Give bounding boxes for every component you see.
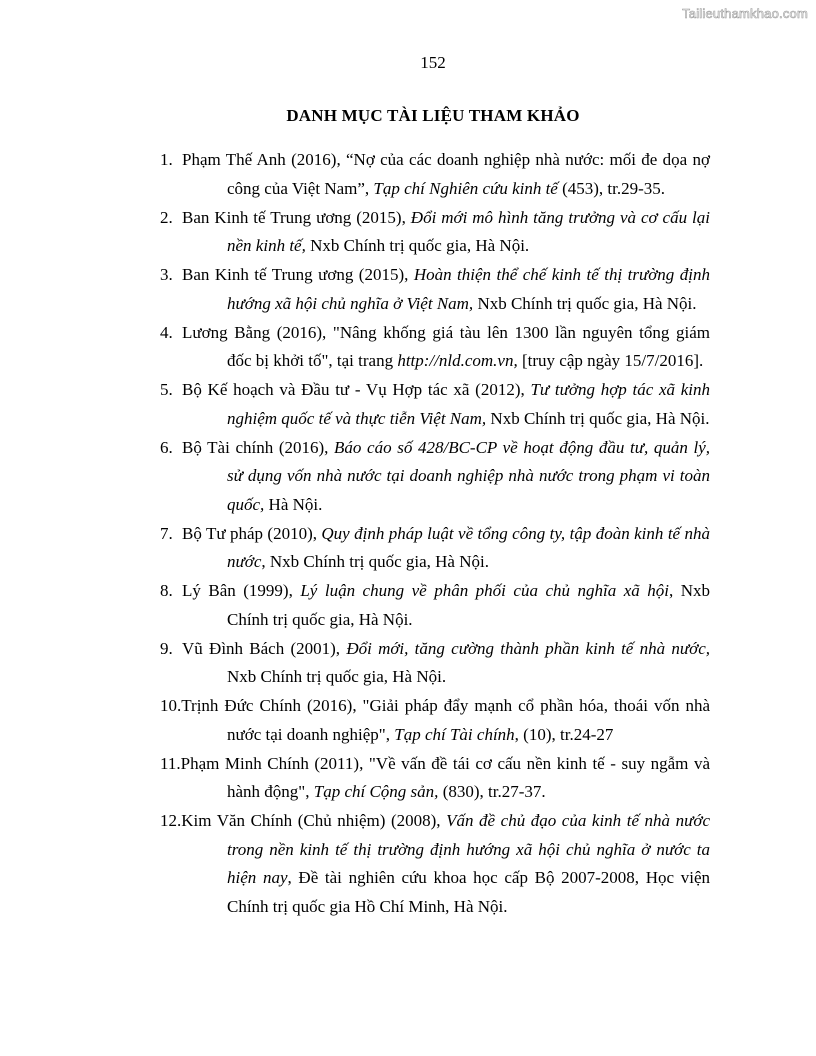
reference-item: [160, 635, 710, 692]
reference-number: 2.: [160, 207, 173, 227]
reference-details: , Nxb Chính trị quốc gia, Hà Nội.: [261, 552, 489, 571]
reference-source: Vấn đề chủ đạo của kinh tế nhà nước trong nền kinh tế thị trường định hướng xã hội chủ nghĩa ở nước ta hiện nay: [227, 811, 710, 887]
reference-source: Quy định pháp luật về tổng công ty, tập đoàn kinh tế nhà nước: [227, 523, 710, 571]
reference-item: [160, 204, 710, 261]
reference-number: 10.: [160, 696, 182, 715]
reference-text: Bộ Kế hoạch và Đầu tư - Vụ Hợp tác xã (2012),: [182, 380, 531, 399]
reference-item: [160, 376, 710, 433]
reference-number: 5.: [160, 380, 173, 399]
reference-source: Báo cáo số 428/BC-CP về hoạt động đầu tư, quản lý, sử dụng vốn nhà nước tại doanh nghiệp nhà nước trong phạm vi toàn quốc,: [227, 437, 710, 514]
reference-details: Nxb Chính trị quốc gia, Hà Nội.: [486, 408, 710, 428]
reference-number: 6.: [160, 437, 173, 457]
reference-details: Nxb Chính trị quốc gia, Hà Nội.: [305, 236, 530, 255]
reference-details: (830), tr.27-37.: [438, 782, 546, 801]
reference-number: 4.: [160, 322, 173, 342]
reference-source: http://nld.com.vn,: [397, 351, 518, 370]
reference-text: Phạm Minh Chính (2011), "Về vấn đề tái cơ cấu nền kinh tế - suy ngẫm và hành động",: [180, 753, 710, 801]
reference-details: , (10), tr.24-27: [514, 724, 614, 744]
reference-item: [160, 577, 710, 634]
reference-item: [160, 261, 710, 318]
reference-details: Nxb Chính trị quốc gia, Hà Nội.: [227, 667, 447, 686]
reference-source: Tư tưởng hợp tác xã kinh nghiệm quốc tế và thực tiễn Việt Nam,: [227, 380, 710, 428]
page-number: 152: [420, 53, 446, 72]
reference-item: [160, 807, 710, 921]
reference-number: 1.: [160, 150, 173, 169]
reference-source: Lý luận chung về phân phối của chủ nghĩa xã hội: [300, 581, 669, 600]
reference-source: Tạp chí Tài chính: [394, 724, 515, 744]
reference-number: 9.: [160, 638, 173, 658]
reference-item: [160, 434, 710, 520]
reference-number: 3.: [160, 265, 173, 284]
reference-number: 7.: [160, 523, 173, 543]
reference-number: 12.: [160, 811, 182, 830]
reference-text: Phạm Thế Anh (2016), “Nợ của các doanh nghiệp nhà nước: mối đe dọa nợ công của Việt Nam”,: [182, 150, 710, 198]
reference-item: [160, 750, 710, 807]
reference-source: Tạp chí Nghiên cứu kinh tế: [373, 178, 558, 198]
watermark-text: Tailieuthamkhao.com: [682, 6, 808, 21]
reference-text: Ban Kinh tế Trung ương (2015),: [182, 207, 411, 227]
reference-source: Tạp chí Cộng sản,: [313, 782, 439, 801]
reference-text: Ban Kinh tế Trung ương (2015),: [182, 265, 414, 284]
reference-item: [160, 692, 710, 749]
reference-text: Lương Bằng (2016), "Nâng khống giá tàu lên 1300 lần nguyên tổng giám đốc bị khởi tố", tại trang: [182, 322, 710, 370]
reference-item: [160, 146, 710, 203]
reference-source: Hoàn thiện thể chế kinh tế thị trường định hướng xã hội chủ nghĩa ở Việt Nam,: [227, 265, 710, 313]
reference-text: Vũ Đình Bách (2001),: [182, 638, 347, 658]
reference-text: Kim Văn Chính (Chủ nhiệm) (2008),: [181, 811, 447, 830]
reference-text: Lý Bân (1999),: [182, 581, 301, 600]
reference-number: 11.: [160, 753, 181, 773]
reference-details: Hà Nội.: [264, 494, 323, 514]
reference-details: , Đề tài nghiên cứu khoa học cấp Bộ 2007-2008, Học viện Chính trị quốc gia Hồ Chí Minh, Hà Nội.: [227, 868, 710, 916]
reference-item: [160, 520, 710, 577]
reference-source: Đổi mới, tăng cường thành phần kinh tế nhà nước,: [346, 638, 711, 658]
reference-item: [160, 319, 710, 376]
page-title: DANH MỤC TÀI LIỆU THAM KHẢO: [286, 106, 580, 125]
reference-list: [160, 146, 710, 922]
reference-text: Trịnh Đức Chính (2016), "Giải pháp đẩy mạnh cổ phần hóa, thoái vốn nhà nước tại doanh nghiệp",: [181, 696, 710, 744]
reference-text: Bộ Tài chính (2016),: [182, 437, 335, 457]
reference-details: Nxb Chính trị quốc gia, Hà Nội.: [473, 293, 697, 313]
reference-text: Bộ Tư pháp (2010),: [182, 523, 322, 543]
reference-details: [truy cập ngày 15/7/2016].: [517, 351, 704, 370]
reference-number: 8.: [160, 581, 173, 600]
reference-source: Đổi mới mô hình tăng trưởng và cơ cấu lại nền kinh tế,: [227, 207, 711, 255]
reference-details: , Nxb Chính trị quốc gia, Hà Nội.: [227, 581, 711, 629]
reference-details: (453), tr.29-35.: [557, 178, 666, 198]
